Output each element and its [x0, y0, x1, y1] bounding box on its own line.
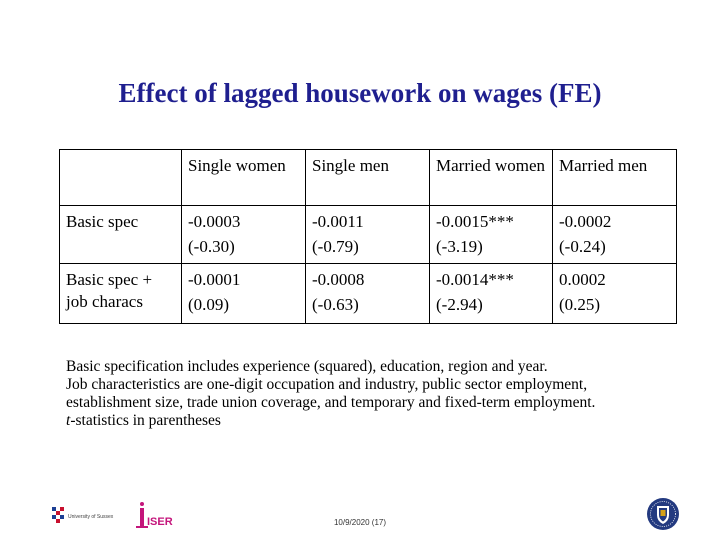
coefficient: -0.0003 [188, 212, 241, 231]
note-tstat-italic: t [66, 412, 71, 429]
t-statistic: (-0.24) [559, 237, 606, 256]
t-statistic: (-2.94) [436, 295, 483, 314]
header-cell-married-women: Married women [430, 150, 553, 206]
t-statistic: (0.09) [188, 295, 230, 314]
table-cell [182, 264, 306, 324]
iser-logo-text: ISER [147, 516, 173, 528]
coefficient: -0.0001 [188, 270, 241, 289]
table-cell [430, 264, 553, 324]
header-cell-single-women: Single women [182, 150, 306, 206]
sussex-logo-text: University of Sussex [68, 514, 114, 520]
table-cell [430, 206, 553, 264]
coefficient: -0.0011 [312, 212, 364, 231]
coefficient: -0.0008 [312, 270, 365, 289]
university-crest-icon [646, 496, 680, 532]
table-cell [182, 206, 306, 264]
t-statistic: (0.25) [559, 295, 601, 314]
note-job-characs: Job characteristics are one-digit occupation and industry, public sector employment, establishment size, trade union coverage, and temporary and fixed-term employment. [66, 376, 596, 411]
slide-title: Effect of lagged housework on wages (FE) [118, 78, 602, 108]
coefficient: -0.0015*** [436, 212, 514, 231]
row-label: Basic spec [60, 206, 182, 264]
note-tstat-rest: -statistics in parentheses [70, 412, 221, 429]
header-cell-married-men: Married men [553, 150, 677, 206]
table-cell [553, 264, 677, 324]
table-cell [306, 264, 430, 324]
table-cell [553, 206, 677, 264]
table-notes [66, 358, 666, 430]
coefficient: -0.0014*** [436, 270, 514, 289]
coefficient: 0.0002 [559, 270, 606, 289]
note-tstat [66, 412, 666, 430]
t-statistic: (-3.19) [436, 237, 483, 256]
table-cell [306, 206, 430, 264]
coefficient: -0.0002 [559, 212, 612, 231]
note-basic-spec: Basic specification includes experience (squared), education, region and year. [66, 358, 548, 375]
t-statistic: (-0.30) [188, 237, 235, 256]
table-row-basic-spec [60, 206, 677, 264]
slide-footer: 10/9/2020 (17) [333, 518, 387, 527]
header-cell-single-men: Single men [306, 150, 430, 206]
table-row-job-characs [60, 264, 677, 324]
row-label: Basic spec + job characs [60, 264, 182, 324]
t-statistic: (-0.63) [312, 295, 359, 314]
t-statistic: (-0.79) [312, 237, 359, 256]
header-cell-empty [60, 150, 182, 206]
table-header-row [60, 150, 677, 206]
results-table [59, 149, 677, 324]
